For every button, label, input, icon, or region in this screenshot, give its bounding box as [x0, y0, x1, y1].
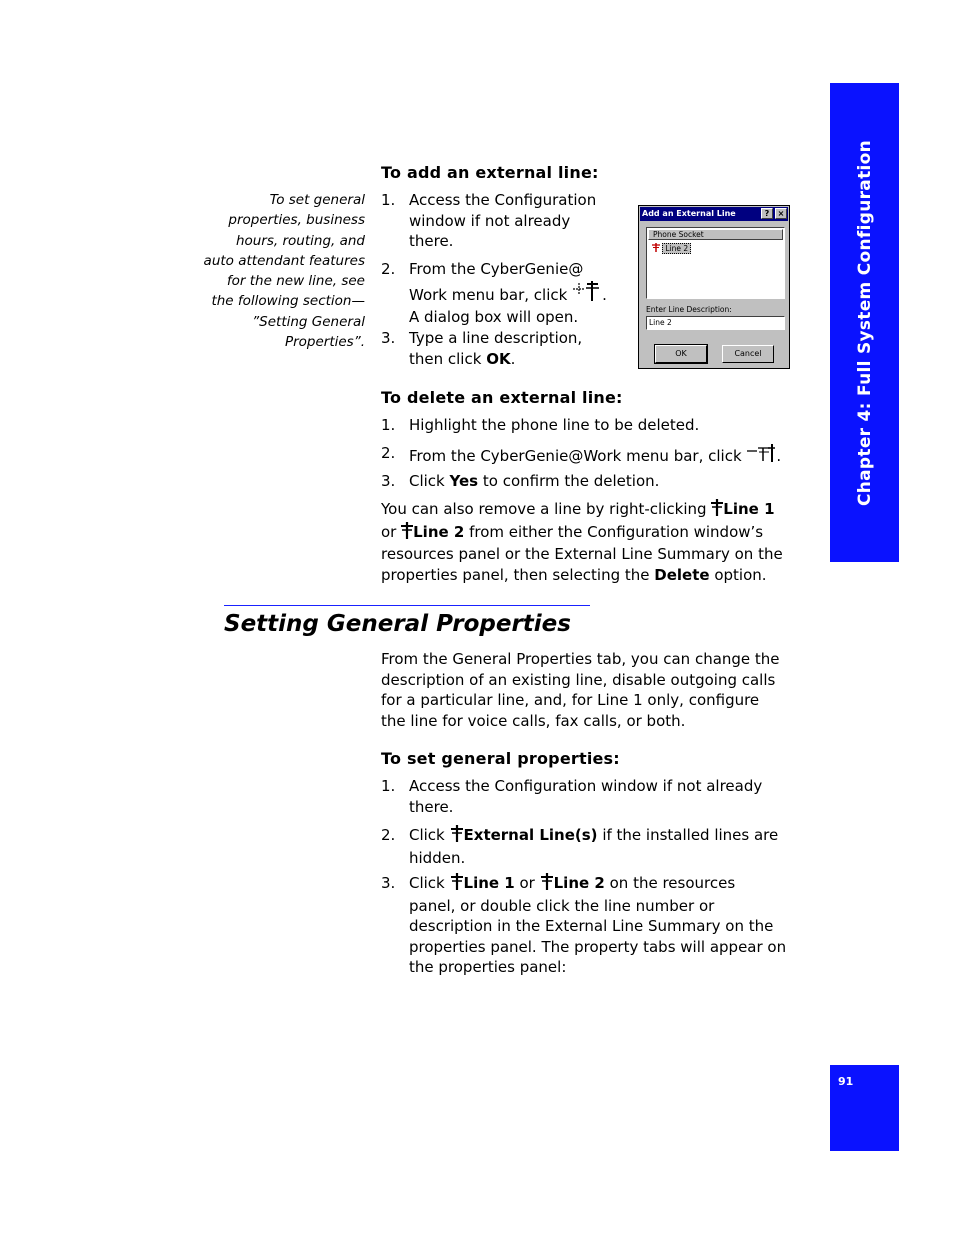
step-text: the properties panel:: [409, 958, 567, 976]
set-props-heading: To set general properties:: [381, 749, 620, 768]
step-text: properties panel. The property tabs will appear on: [409, 937, 787, 956]
close-button[interactable]: ×: [775, 208, 787, 219]
side-note-line: hours, routing, and: [235, 232, 365, 249]
ok-button[interactable]: OK: [655, 345, 707, 363]
step-text: [409, 280, 639, 308]
paragraph-line: [381, 499, 811, 522]
external-lines-label: External Line(s): [463, 826, 598, 844]
step-text-part: then click: [409, 349, 487, 368]
paragraph-line: [381, 565, 811, 586]
side-note-line: properties, business: [228, 212, 365, 229]
step-text-part: to confirm the deletion.: [478, 472, 660, 490]
text-part: from either the Configuration window’s: [464, 522, 764, 541]
step-number: 3.: [381, 472, 396, 490]
step-text: From the CyberGenie@: [409, 260, 584, 278]
step-text-part: .: [510, 349, 516, 368]
paragraph-line: description of an existing line, disable outgoing calls: [381, 670, 776, 689]
line-description-field[interactable]: Line 2: [646, 316, 785, 330]
side-note-line: Properties”.: [284, 334, 365, 351]
list-item[interactable]: [652, 243, 691, 254]
text-part: Click: [409, 874, 450, 892]
phone-line-icon: [652, 243, 660, 252]
add-line-heading: To add an external line:: [381, 163, 599, 182]
step-text: A dialog box will open.: [409, 308, 579, 326]
add-line-icon: [572, 280, 602, 308]
step-text: Access the Configuration window if not already: [409, 777, 763, 795]
side-note-line: To set general: [269, 192, 365, 208]
ok-label: OK: [486, 349, 511, 368]
text-part: Click: [409, 826, 450, 844]
step-text: Highlight the phone line to be deleted.: [409, 416, 700, 434]
paragraph-line: the line for voice calls, fax calls, or both.: [381, 711, 686, 730]
delete-line-heading: To delete an external line:: [381, 388, 623, 407]
step-number: 1.: [381, 777, 396, 795]
delete-line-icon: [746, 443, 776, 469]
step-text: Type a line description,: [409, 329, 583, 347]
paragraph-line: for a particular line, and, for Line 1 only, configure: [381, 691, 760, 709]
yes-label: Yes: [449, 472, 479, 490]
phone-line-icon: [540, 873, 554, 896]
step-number: 1.: [381, 191, 396, 209]
chapter-tab: [830, 83, 899, 562]
step-number: 3.: [381, 874, 396, 892]
section-intro: [381, 649, 811, 731]
side-note-line: auto attendant features: [203, 252, 365, 269]
step-text: Access the Configuration: [409, 191, 597, 209]
step-text: [409, 349, 629, 370]
page-number: 91: [838, 1075, 854, 1088]
step-number: 2.: [381, 826, 396, 844]
line-2-label: Line 2: [553, 874, 605, 892]
phone-line-icon: [401, 522, 413, 545]
add-external-line-dialog: [638, 205, 790, 369]
text-part: or: [381, 522, 402, 541]
side-note: [180, 190, 365, 352]
step-text: there.: [409, 232, 454, 250]
step-number: 2.: [381, 444, 396, 462]
phone-line-icon: [711, 499, 723, 522]
step-text: panel, or double click the line number or: [409, 896, 715, 915]
text-part: on the resources: [604, 874, 736, 892]
chapter-title: Chapter 4: Full System Configuration: [854, 139, 875, 506]
paragraph-line: From the General Properties tab, you can change the: [381, 650, 780, 668]
step-text-part: .: [776, 447, 782, 465]
section-title: Setting General Properties: [224, 611, 571, 637]
text-part: properties panel, then selecting the: [381, 565, 655, 584]
step-text-part: From the CyberGenie@Work menu bar, click: [409, 447, 747, 465]
delete-alt-paragraph: [381, 499, 811, 585]
help-button[interactable]: ?: [761, 208, 773, 219]
phone-line-icon: [450, 825, 464, 848]
line-1-label: Line 1: [723, 500, 775, 518]
list-item-label[interactable]: Line 2: [662, 243, 691, 254]
line-1-label: Line 1: [463, 874, 515, 892]
side-note-line: for the new line, see: [226, 273, 365, 290]
step-text: window if not already: [409, 211, 571, 230]
side-note-line: ”Setting General: [252, 313, 365, 330]
cancel-button[interactable]: Cancel: [722, 345, 774, 363]
step-text-part: .: [602, 285, 607, 304]
line-2-label: Line 2: [413, 522, 465, 541]
phone-line-icon: [450, 873, 464, 896]
step-number: 3.: [381, 329, 396, 347]
section-rule: [224, 605, 590, 606]
page-number-tab: [830, 1065, 899, 1151]
step-text: [409, 471, 659, 492]
step-number: 2.: [381, 260, 396, 278]
text-part: You can also remove a line by right-clicking: [381, 500, 712, 518]
step-number: 1.: [381, 416, 396, 434]
side-note-line: the following section—: [211, 293, 365, 310]
step-text-part: Click: [409, 472, 450, 490]
step-text-part: Work menu bar, click: [409, 285, 573, 304]
paragraph-line: resources panel or the External Line Summary on the: [381, 545, 783, 563]
delete-label: Delete: [654, 565, 710, 584]
paragraph-line: [381, 522, 811, 545]
text-part: if the installed lines are: [597, 826, 779, 844]
step-text: there.: [409, 797, 454, 816]
step-text: [409, 825, 809, 848]
text-part: or: [514, 874, 540, 892]
step-text: [409, 873, 809, 896]
text-part: option.: [709, 565, 767, 584]
phone-socket-list[interactable]: [646, 227, 785, 299]
step-text: description in the External Line Summary on the: [409, 917, 774, 935]
step-text: [409, 443, 781, 469]
dialog-title: Add an External Line: [640, 207, 788, 221]
line-description-label: Enter Line Description:: [646, 305, 732, 314]
list-header[interactable]: Phone Socket: [648, 229, 783, 240]
step-text: hidden.: [409, 848, 466, 867]
